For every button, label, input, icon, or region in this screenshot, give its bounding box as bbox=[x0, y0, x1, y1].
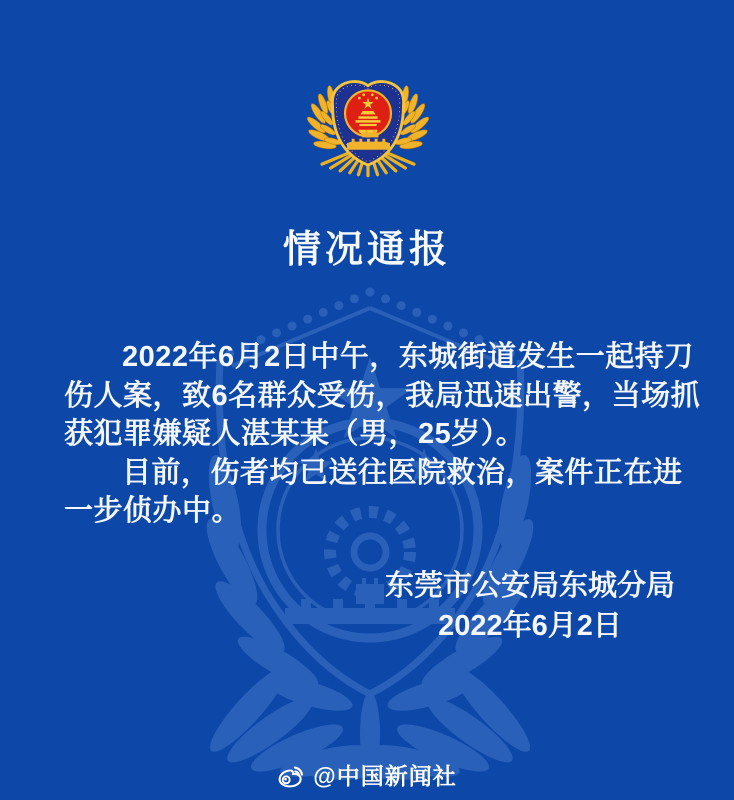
footer-attribution bbox=[0, 758, 734, 791]
signature-agency: 东莞市公安局东城分局 bbox=[384, 570, 675, 602]
weibo-icon bbox=[277, 761, 305, 789]
body-line: 目前，伤者均已送往医院救治，案件正在进 bbox=[122, 456, 683, 489]
body-line: 获犯罪嫌疑人湛某某（男，25岁）。 bbox=[64, 418, 526, 450]
body-line: 伤人案，致6名群众受伤，我局迅速出警，当场抓 bbox=[64, 379, 701, 412]
footer-source-label: @中国新闻社 bbox=[313, 763, 457, 789]
signature-block bbox=[380, 566, 680, 646]
signature-date: 2022年6月2日 bbox=[438, 610, 622, 642]
notice-body bbox=[64, 338, 701, 531]
page-title: 情况通报 bbox=[282, 229, 451, 271]
body-line: 2022年6月2日中午，东城街道发生一起持刀 bbox=[122, 341, 694, 373]
police-badge-icon bbox=[301, 66, 435, 180]
body-line: 一步侦办中。 bbox=[64, 495, 242, 527]
